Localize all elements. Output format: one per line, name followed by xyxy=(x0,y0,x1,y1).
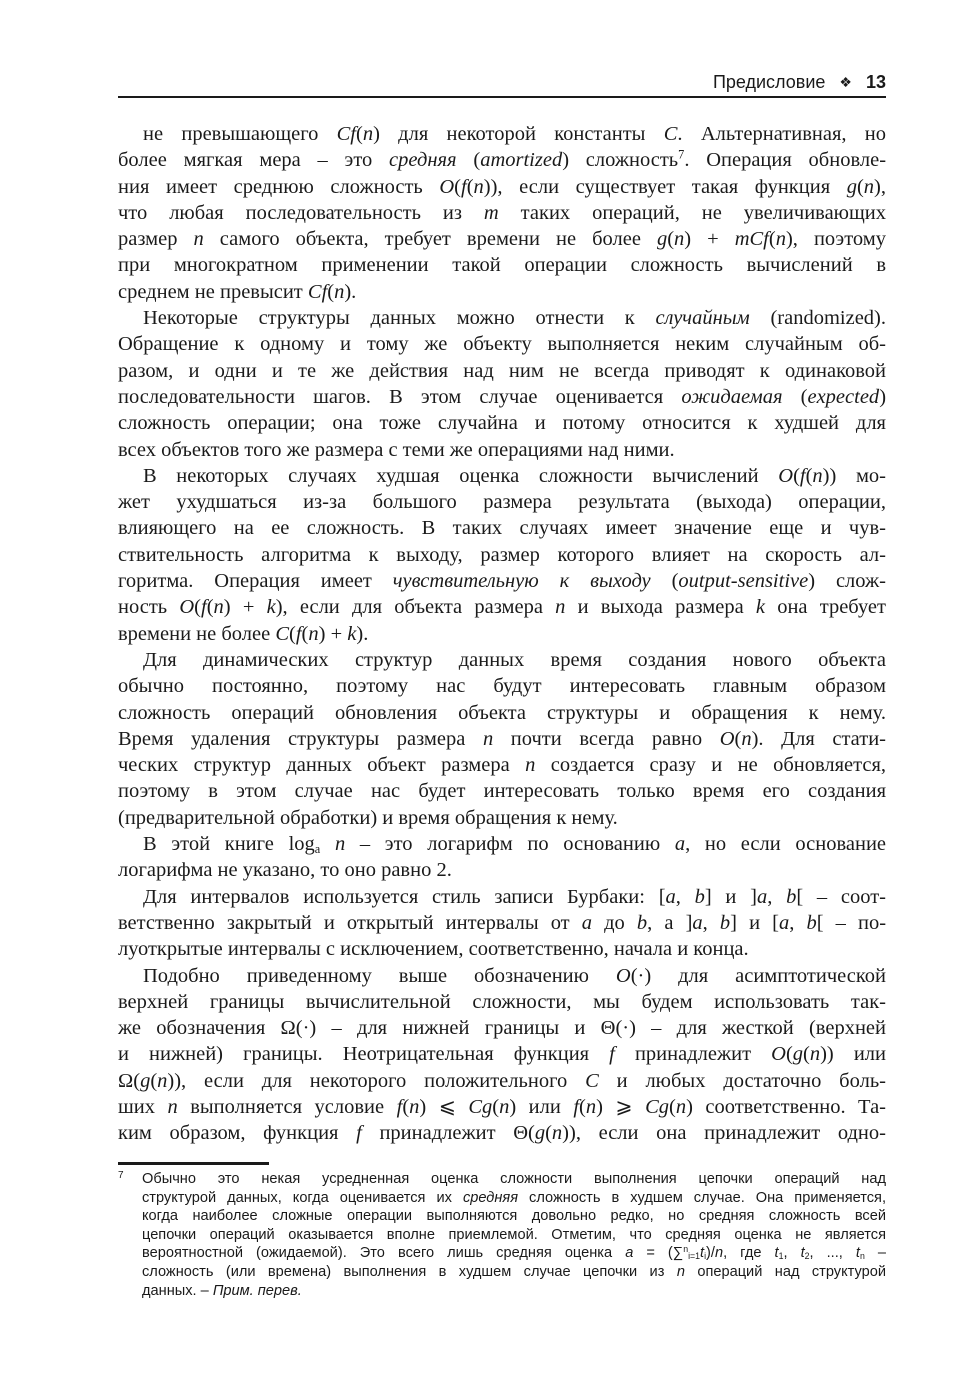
italic-text: b xyxy=(719,911,731,934)
italic-text: n xyxy=(551,1122,563,1145)
section-title: Предисловие xyxy=(712,71,826,92)
italic-text: t xyxy=(700,1245,705,1262)
italic-text: a xyxy=(692,911,703,934)
italic-text: n xyxy=(334,280,345,303)
text-line: данных. – Прим. перев. xyxy=(142,1282,302,1299)
italic-text: n xyxy=(809,1043,821,1066)
text-line: луоткрытые интервалы с исключением, соответственно, начала и конца. xyxy=(118,938,749,961)
italic-text: t xyxy=(774,1245,779,1262)
italic-text: n xyxy=(308,622,319,645)
subscript: 1 xyxy=(778,1251,784,1262)
paragraph xyxy=(118,463,886,647)
text-line: поэтому в этом случае нас будет интересовать только время его создания xyxy=(118,780,886,803)
italic-text: n xyxy=(193,228,204,251)
italic-text: O xyxy=(778,464,794,487)
italic-text: средняя xyxy=(389,149,457,172)
page-number: 13 xyxy=(865,71,886,92)
running-header xyxy=(118,68,886,98)
italic-text: n xyxy=(741,727,752,750)
italic-text: O xyxy=(179,596,195,619)
footnote-text xyxy=(142,1170,886,1300)
text-line: Обращение к одному и тому же объекту выполняется неким случайным об- xyxy=(118,333,886,356)
text-line: (предварительной обработки) и время обращения к нему. xyxy=(118,806,618,829)
text-line: горитма. Операция имеет чувствительную к выходу (output-sensitive) слож- xyxy=(118,570,887,593)
italic-text: n xyxy=(362,123,374,145)
italic-text: b xyxy=(786,885,797,908)
italic-text: n xyxy=(334,833,346,856)
italic-text: C xyxy=(585,1069,599,1092)
footnote-divider xyxy=(118,1162,269,1165)
text-line: жет ухудшаться из-за большого размера результата (выхода) операции, xyxy=(118,491,886,514)
italic-text: n xyxy=(585,1095,597,1118)
footnote xyxy=(118,1170,886,1300)
text-line: времени не более C(f(n) + k). xyxy=(118,622,369,645)
italic-text: f xyxy=(201,596,207,619)
body-text xyxy=(118,121,886,1147)
paragraph xyxy=(118,831,886,884)
text-line: верхней границы вычислительной сложности, мы будем использовать так- xyxy=(118,990,886,1013)
text-line: обычно постоянно, поэтому нас будут интересовать главным образом xyxy=(118,675,886,698)
text-line: Обычно это некая усредненная оценка сложности выполнения цепочки операций над xyxy=(142,1171,886,1187)
text-line: цепочки операций оказывается вполне приемлемой. Отметим, что средняя оценка не является xyxy=(142,1226,886,1243)
text-line: ким образом, функция f принадлежит Θ(g(n)), если она принадлежит одно- xyxy=(118,1122,886,1145)
text-line: сложность (или времена) выполнения в худшем случае цепочки из n операций над структурой xyxy=(142,1263,886,1280)
italic-text: n xyxy=(482,727,494,750)
text-line: влияющего на ее сложность. В таких случаях имеет значение еще и чув- xyxy=(118,517,886,540)
italic-text: amortized xyxy=(480,149,563,172)
italic-text: n xyxy=(812,464,823,487)
text-line: ветственно закрытый и открытый интервалы от a до b, а ]a, b] и [a, b[ – по- xyxy=(118,911,887,934)
text-line: Некоторые структуры данных можно отнести к случайным (randomized). xyxy=(143,307,886,330)
text-line: Для интервалов используется стиль записи Бурбаки: [a, b] и ]a, b[ – соот- xyxy=(143,885,886,908)
text-line: сложность операций обновления объекта структуры и обращения к нему. xyxy=(118,701,886,724)
text-line: когда наиболее сложные операции выполняются довольно редко, но средняя сложность всей xyxy=(142,1208,886,1225)
italic-text: mCf xyxy=(734,228,769,251)
text-line: размер n самого объекта, требует времени не более g(n) + mCf(n), поэтому xyxy=(118,228,886,251)
italic-text: n xyxy=(674,228,685,251)
italic-text: n xyxy=(473,175,484,198)
text-line: последовательности шагов. В этом случае оценивается ожидаемая (expected) xyxy=(118,385,887,408)
italic-text: f xyxy=(295,622,302,645)
italic-text: m xyxy=(483,201,499,224)
text-line: структурой данных, когда оценивается их средняя сложность в худшем случае. Она применяется, xyxy=(142,1189,886,1206)
italic-text: n xyxy=(863,175,875,198)
italic-text: k xyxy=(266,596,276,619)
superscript: 7 xyxy=(678,147,685,162)
subscript: n xyxy=(859,1251,865,1262)
italic-text: O xyxy=(771,1043,786,1066)
italic-text: t xyxy=(800,1245,805,1262)
text-line: среднем не превысит Cf(n). xyxy=(118,280,357,303)
italic-text: expected xyxy=(807,385,880,408)
italic-text: g xyxy=(140,1069,151,1092)
text-line: Подобно приведенному выше обозначению O(·) для асимптотической xyxy=(143,964,886,987)
italic-text: f xyxy=(396,1095,403,1118)
italic-text: ожидаемая xyxy=(681,385,783,408)
footnote-mark: 7 xyxy=(118,1170,124,1181)
italic-text: a xyxy=(756,885,768,908)
italic-text: n xyxy=(409,1095,420,1118)
italic-text: n xyxy=(157,1069,168,1092)
italic-text: f xyxy=(461,175,467,198)
italic-text: output-sensitive xyxy=(678,570,809,593)
text-line: ствительность алгоритма к выходу, размер которого влияет на скорость ал- xyxy=(118,543,886,566)
italic-text: n xyxy=(675,1095,687,1118)
italic-text: k xyxy=(755,596,765,619)
italic-text: a xyxy=(674,833,686,856)
italic-text: a xyxy=(778,911,790,934)
text-line: ческих структур данных объект размера n создается сразу и не обновляется, xyxy=(118,754,887,777)
text-line: более мягкая мера – это средняя (amortized) сложность$^7$. Операция обновле- xyxy=(118,147,887,172)
paragraph xyxy=(118,963,886,1147)
italic-text: b xyxy=(806,911,817,934)
italic-text: n xyxy=(555,596,566,619)
italic-text: C xyxy=(275,622,290,645)
italic-text: C xyxy=(663,123,678,145)
italic-text: n xyxy=(499,1095,510,1118)
italic-text: a xyxy=(665,885,676,908)
italic-text: средняя xyxy=(462,1189,518,1206)
italic-text: Cf xyxy=(336,123,356,145)
subscript: i=1 xyxy=(688,1251,700,1262)
italic-text: g xyxy=(534,1122,546,1145)
text-line: логарифма не указано, то оно равно 2. xyxy=(118,859,452,882)
text-line: же обозначения Ω(·) – для нижней границы и Θ(·) – для жесткой (верхней xyxy=(118,1017,886,1040)
italic-text: f xyxy=(609,1043,615,1066)
italic-text: g xyxy=(792,1043,804,1066)
italic-text: f xyxy=(356,1122,362,1145)
italic-text: O xyxy=(719,727,735,750)
italic-text: O xyxy=(615,964,631,987)
italic-text: b xyxy=(694,885,705,908)
italic-text: n xyxy=(775,228,786,251)
italic-text: O xyxy=(439,175,455,198)
italic-text: n xyxy=(676,1263,685,1280)
italic-text: Cg xyxy=(468,1095,493,1118)
text-line: сложность операции; она тоже случайна и потому относится к худшей для xyxy=(118,412,886,435)
text-line: Ω(g(n)), если для некоторого положительного C и любых достаточно боль- xyxy=(118,1069,886,1092)
italic-text: n xyxy=(213,596,224,619)
text-line: всех объектов того же размера с теми же операциями над ними. xyxy=(118,438,675,461)
text-line: и нижней) границы. Неотрицательная функция f принадлежит O(g(n)) или xyxy=(118,1043,886,1066)
italic-text: n xyxy=(525,754,536,777)
text-line: Для динамических структур данных время создания нового объекта xyxy=(143,648,886,671)
italic-text: Прим. перев. xyxy=(212,1282,302,1299)
italic-text: b xyxy=(636,911,648,934)
text-line: В этой книге $\log_a n$ – это логарифм по основанию a, но если основание xyxy=(143,833,887,857)
text-line: что любая последовательность из m таких операций, не увеличивающих xyxy=(118,201,886,224)
subscript: 2 xyxy=(804,1251,810,1262)
italic-text: n xyxy=(714,1245,724,1262)
italic-text: k xyxy=(347,622,357,645)
text-line: В некоторых случаях худшая оценка сложности вычислений O(f(n)) мо- xyxy=(143,464,887,487)
paragraph xyxy=(118,884,886,963)
subscript: i xyxy=(704,1251,707,1262)
superscript: n xyxy=(683,1244,689,1255)
italic-text: f xyxy=(573,1095,580,1118)
italic-text: a xyxy=(581,911,592,934)
text-line: ния имеет среднюю сложность O(f(n)), если существует такая функция g(n), xyxy=(118,175,886,198)
text-line: вероятностной (ожидаемой). Это всего лишь средняя оценка $a = (\sum^n_{i=1}t_i)/n$, где $t_1$, $t_2$, ..., $t_n$ – xyxy=(142,1244,886,1262)
subscript: a xyxy=(314,842,321,857)
text-line: ших n выполняется условие f(n) ⩽ Cg(n) или f(n) ⩾ Cg(n) соответственно. Та- xyxy=(118,1095,886,1118)
paragraph xyxy=(118,121,886,305)
text-line: Время удаления структуры размера n почти всегда равно O(n). Для стати- xyxy=(118,727,886,750)
italic-text: a xyxy=(625,1245,634,1262)
italic-text: случайным xyxy=(655,307,750,330)
italic-text: Cf xyxy=(307,280,328,303)
text-line: при многократном применении такой операции сложность вычислений в xyxy=(118,254,886,277)
text-line: не превышающего Cf(n) для некоторой константы C. Альтернативная, но xyxy=(143,123,887,145)
italic-text: f xyxy=(799,464,806,487)
italic-text: Cg xyxy=(645,1095,670,1118)
ornament-icon: ❖ xyxy=(839,73,852,90)
italic-text: чувствительную к выходу xyxy=(392,570,651,593)
paragraph xyxy=(118,647,886,831)
italic-text: n xyxy=(167,1095,178,1118)
text-line: разом, и одни и те же действия над ним не всегда приводят к одинаковой xyxy=(118,359,886,382)
italic-text: g xyxy=(846,175,857,198)
text-line: ность O(f(n) + k), если для объекта размера n и выхода размера k она требует xyxy=(118,596,886,619)
italic-text: t xyxy=(855,1245,860,1262)
italic-text: g xyxy=(656,228,668,251)
paragraph xyxy=(118,305,886,463)
